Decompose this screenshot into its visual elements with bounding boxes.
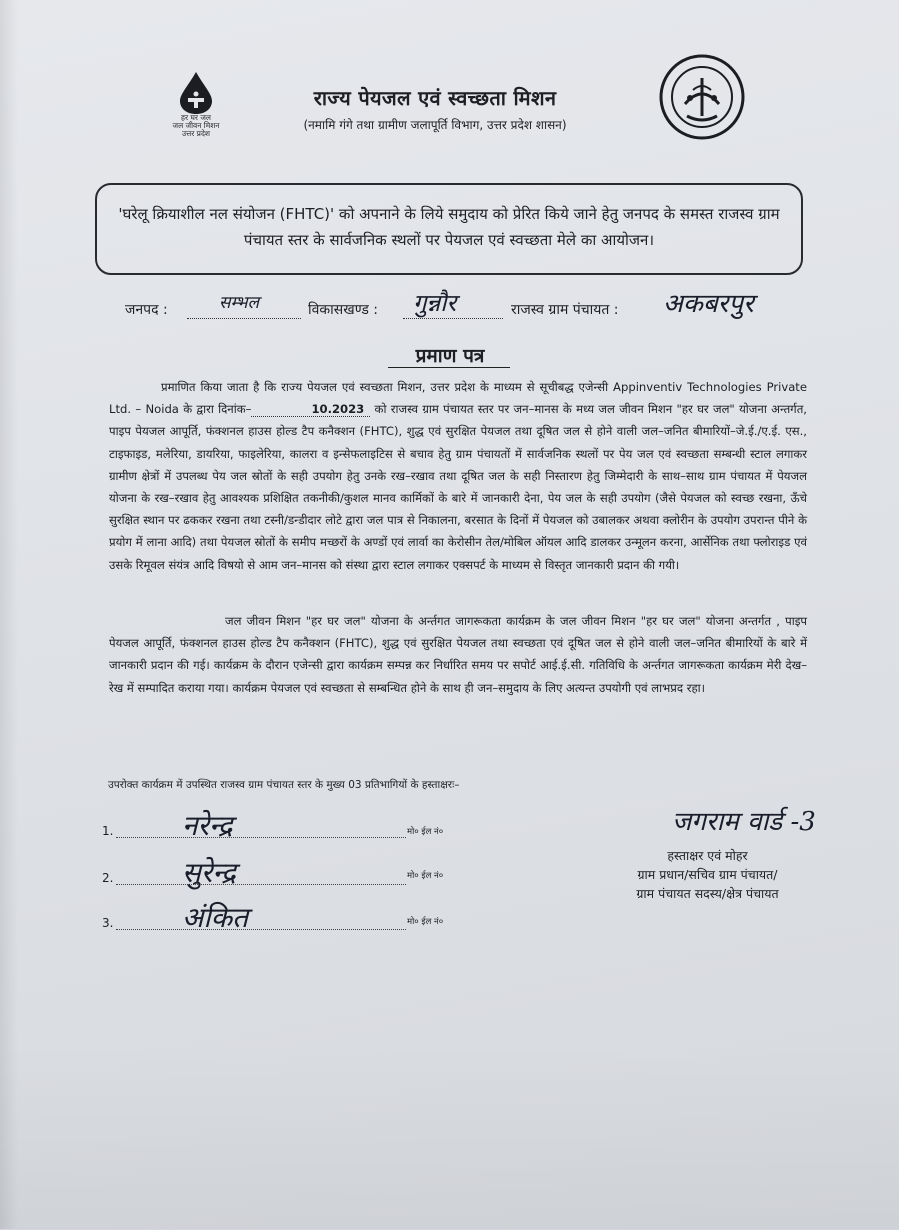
authority-block: [605, 846, 810, 903]
para1-after-date: को राजस्व ग्राम पंचायत स्तर पर जन–मानस के मध्य जल जीवन मिशन "हर घर जल" योजना अन्तर्गत, पाइप पेयजल आपूर्ति, फंक्शनल हाउस होल्ड टैप कनैक्शन (FHTC), शुद्ध एवं सुरक्षित पेयजल तथा दूषित जल से होने वाली जल–जनित बीमारियों–जे.ई./ए.ई. एस., टाइफाइड, मलेरिया, डायरिया, फाइलेरिया, कालरा व इन्सेफलाइटिस से बचाव हेतु ग्राम पंचायतों में सार्वजनिक स्थलों पर पेय जल एवं स्वच्छता सम्बन्धी स्टाल लगाकर ग्रामीण क्षेत्रों में उपलब्ध पेय जल स्रोतों के सही उपयोग हेतु उनके रख–रखाव तथा दूषित जल के सही निस्तारण हेतु जिम्मेदारी के साथ–साथ ग्राम पंचायत में पेयजल योजना के रख–रखाव हेतु आवश्यक प्रशिक्षित तकनीकी/कुशल मानव कार्मिकों के बारे में जानकारी देना, पेय जल के सही उपयोग (जैसे पेयजल को स्वच्छ रखना, ऊँचे सुरक्षित स्थान पर ढककर रखना तथा टस्नी/डन्डीदार लोटे द्वारा जल पात्र से निकालना, बरसात के दिनों में पेयजल को उबालकर अथवा क्लोरीन के उपयोग उपरान्त पीने के प्रयोग में लाना आदि) तथा पेयजल स्रोतों के समीप मच्छरों के अण्डों एवं लार्वा का केरोसीन तेल/मोबिल ऑयल आदि डालकर उन्मूलन करना, आर्सेनिक तथा फ्लोराइड एवं उसके रिमूवल संयंत्र आदि विषयो से आम जन–मानस को संस्था द्वारा स्टाल लगाकर एक्सपर्ट के माध्यम से विस्तृत जानकारी प्रदान की गयी।: [109, 402, 807, 572]
logo-line-3: उत्तर प्रदेश: [181, 129, 211, 138]
authority-line-3: ग्राम पंचायत सदस्य/क्षेत्र पंचायत: [636, 886, 779, 901]
seal-emblem-icon: [657, 54, 747, 140]
participant-signature: सुरेन्द्र: [182, 856, 236, 889]
signature-line: [116, 884, 406, 885]
location-line: [125, 288, 825, 322]
authority-signature: जगराम वार्ड -3: [672, 807, 816, 837]
participant-number: 3.: [102, 916, 114, 930]
authority-line-1: हस्ताक्षर एवं मोहर: [667, 848, 748, 863]
block-value: गुन्नौर: [413, 289, 457, 317]
har-ghar-jal-logo: [158, 70, 234, 150]
participant-number: 1.: [102, 824, 114, 838]
certificate-title: प्रमाण पत्र: [415, 345, 485, 367]
participants-note: उपरोक्त कार्यक्रम में उपस्थित राजस्व ग्राम पंचायत स्तर के मुख्य 03 प्रतिभागियों के हस्ताक्षरः–: [108, 779, 460, 791]
mission-title: राज्य पेयजल एवं स्वच्छता मिशन: [313, 86, 557, 110]
signature-line: [116, 837, 406, 838]
logo-line-2: जल जीवन मिशन: [172, 121, 220, 130]
panchayat-label: राजस्व ग्राम पंचायत :: [511, 302, 619, 318]
certificate-paragraph-1: [109, 376, 807, 576]
participant-signature: अंकित: [182, 901, 249, 934]
participant-number: 2.: [102, 871, 114, 885]
up-government-seal: [657, 54, 747, 140]
mobile-label: मो० ईल नं०: [407, 871, 444, 881]
event-date: 10.2023: [251, 402, 370, 417]
panchayat-value: अकबरपुर: [663, 289, 754, 319]
para1-before-date: प्रमाणित किया जाता है कि राज्य पेयजल एवं स्वच्छता मिशन, उत्तर प्रदेश के माध्यम से सूचीबद्ध एजेन्सी Appinventiv Technologies Private Ltd. – Noida के द्वारा दिनांक–: [109, 380, 807, 417]
logo-line-1: हर घर जल: [181, 113, 211, 122]
left-logo-caption: [158, 114, 234, 138]
district-value: सम्भल: [219, 293, 260, 313]
water-drop-icon: [158, 70, 234, 114]
mobile-label: मो० ईल नं०: [407, 917, 444, 927]
event-heading-box: 'घरेलू क्रियाशील नल संयोजन (FHTC)' को अपनाने के लिये समुदाय को प्रेरित किये जाने हेतु जनपद के समस्त राजस्व ग्राम पंचायत स्तर के सार्वजनिक स्थलों पर पेयजल एवं स्वच्छता मेले का आयोजन।: [95, 183, 803, 275]
block-label: विकासखण्ड :: [308, 302, 379, 318]
district-label: जनपद :: [125, 302, 168, 318]
mobile-label: मो० ईल नं०: [407, 827, 444, 837]
authority-line-2: ग्राम प्रधान/सचिव ग्राम पंचायत/: [637, 867, 778, 882]
signature-line: [116, 929, 406, 930]
certificate-title-underline: [388, 367, 510, 368]
participant-signature: नरेन्द्र: [182, 809, 233, 842]
certificate-paragraph-2: जल जीवन मिशन "हर घर जल" योजना के अर्न्तगत जागरूकता कार्यक्रम के जल जीवन मिशन "हर घर जल" योजना अन्तर्गत , पाइप पेयजल आपूर्ति, फंक्शनल हाउस होल्ड टैप कनैक्शन (FHTC), शुद्ध एवं सुरक्षित पेयजल तथा स्वच्छता एवं दूषित जल से होने वाली जल–जनित बीमारियों के बारे में जानकारी प्रदान की गई। कार्यक्रम के दौरान एजेन्सी द्वारा कार्यक्रम सम्पन्न कर निर्धारित समय पर सपोर्ट आई.ई.सी. गतिविधि के अर्न्तगत जागरूकता कार्यक्रम मेरी देख–रेख में सम्पादित कराया गया। कार्यक्रम पेयजल एवं स्वच्छता से सम्बन्धित होने के साथ ही जन–समुदाय के लिए अत्यन्त उपयोगी एवं लाभप्रद रहा।: [109, 614, 807, 695]
paper-shadow: [0, 1040, 899, 1230]
mission-subtitle: (नमामि गंगे तथा ग्रामीण जलापूर्ति विभाग, उत्तर प्रदेश शासन): [303, 118, 567, 132]
